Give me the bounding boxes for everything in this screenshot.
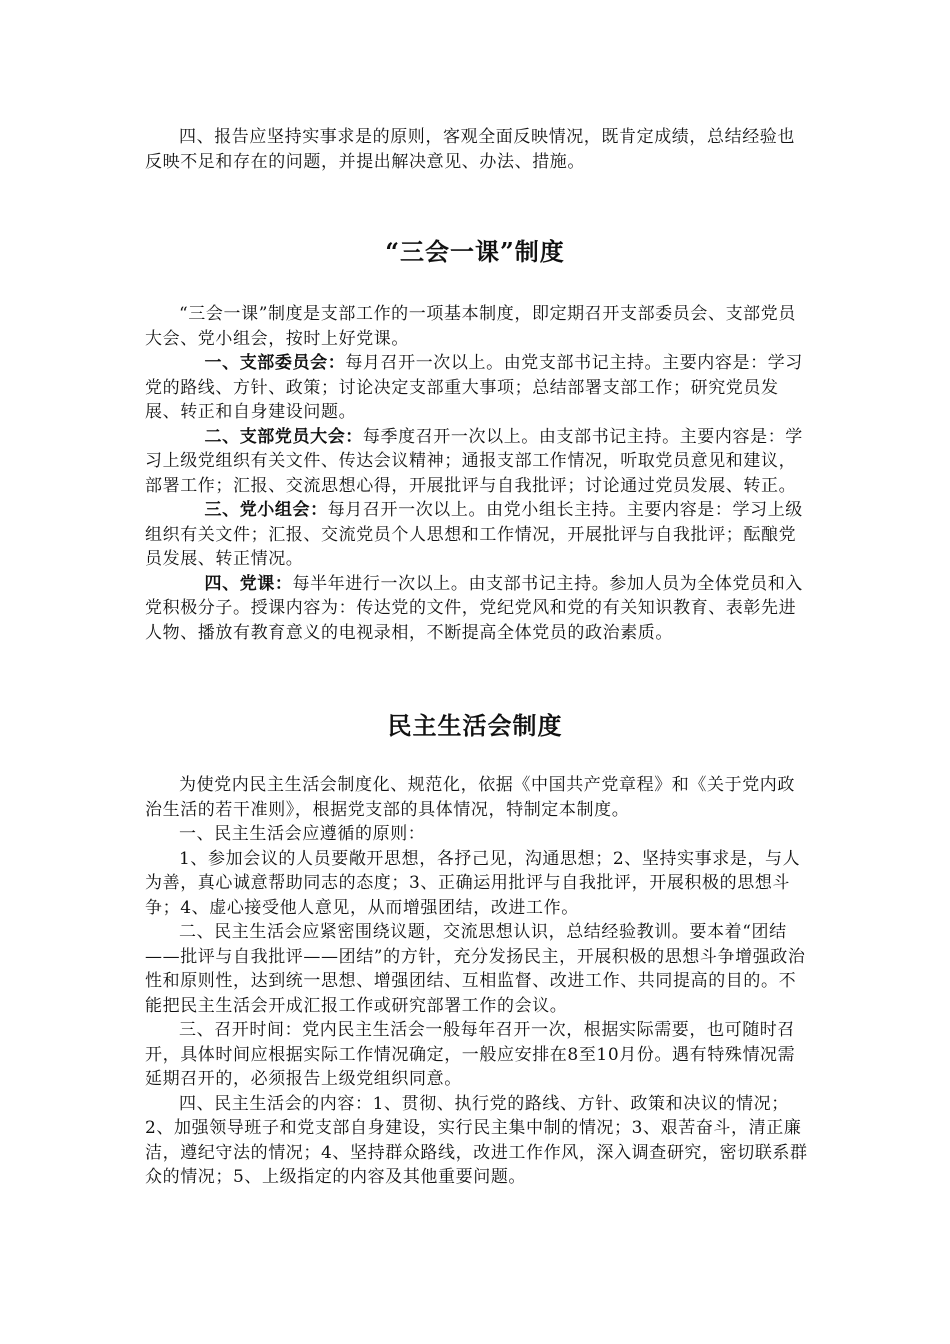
sanhui-title: “三会一课”制度 [385,237,565,266]
minzhu-principles-list: 1、参加会议的人员要敞开思想，各抒己见，沟通思想；2、坚持实事求是，与人为善，真心诚意帮助同志的态度；3、正确运用批评与自我批评，开展积极的思想斗争；4、虚心接受他人意见，从而增强团结，改进工作。 [145,848,801,918]
item-text: 每半年进行一次以上。由支部书记主持。参加人员为全体党员和入党积极分子。授课内容为：传达党的文件，党纪党风和党的有关知识教育、表彰先进人物、播放有教育意义的电视录相，不断提高全体党员的政治素质。 [145,573,803,643]
sanhui-item-party-lecture [145,572,810,646]
minzhu-intro: 为使党内民主生活会制度化、规范化，依据《中国共产党章程》和《关于党内政治生活的若干准则》，根据党支部的具体情况，特制定本制度。 [145,775,795,820]
sanhui-section [145,302,810,645]
item-lead: 二、支部党员大会： [204,426,363,447]
sanhui-item-group-meeting [145,498,810,572]
item-text: 每月召开一次以上。由党小组长主持。主要内容是：学习上级组织有关文件；汇报、交流党员个人思想和工作情况，开展批评与自我批评；酝酿党员发展、转正情况。 [145,500,803,569]
minzhu-time-paragraph: 三、召开时间：党内民主生活会一般每年召开一次，根据实际需要，也可随时召开，具体时间应根据实际工作情况确定，一般应安排在8至10月份。遇有特殊情况需延期召开的，必须报告上级党组织同意。 [145,1020,796,1089]
report-principle-paragraph: 四、报告应坚持实事求是的原则，客观全面反映情况，既肯定成绩，总结经验也反映不足和存在的问题，并提出解决意见、办法、措施。 [145,127,795,172]
item-text: 每季度召开一次以上。由支部书记主持。主要内容是：学习上级党组织有关文件、传达会议精神；通报支部工作情况，听取党员意见和建议，部署工作；汇报、交流思想心得，开展批评与自我批评；讨论通过党员发展、转正。 [145,426,803,496]
minzhu-content-paragraph: 四、民主生活会的内容：1、贯彻、执行党的路线、方针、政策和决议的情况；2、加强领导班子和党支部自身建设，实行民主集中制的情况；3、艰苦奋斗，清正廉洁，遵纪守法的情况；4、坚持群众路线，改进工作作风，深入调查研究，密切联系群众的情况；5、上级指定的内容及其他重要问题。 [145,1093,808,1187]
minzhu-section [145,773,810,1190]
item-text: 每月召开一次以上。由党支部书记主持。主要内容是：学习党的路线、方针、政策；讨论决定支部重大事项；总结部署支部工作；研究党员发展、转正和自身建设问题。 [145,353,803,422]
sanhui-intro: “三会一课”制度是支部工作的一项基本制度，即定期召开支部委员会、支部党员大会、党小组会，按时上好党课。 [145,304,796,349]
item-lead: 一、支部委员会： [204,353,346,373]
sanhui-item-committee [145,351,810,425]
minzhu-topic-paragraph: 二、民主生活会应紧密围绕议题，交流思想认识，总结经验教训。要本着“团结——批评与自我批评——团结”的方针，充分发扬民主，开展积极的思想斗争增强政治性和原则性，达到统一思想、增强团结、互相监督、改进工作、共同提高的目的。不能把民主生活会开成汇报工作或研究部署工作的会议。 [145,922,806,1016]
sanhui-item-general-meeting [145,425,810,499]
report-principle-section [145,125,810,174]
minzhu-principles-heading: 一、民主生活会应遵循的原则： [179,824,426,844]
item-lead: 四、党课： [204,573,293,594]
item-lead: 三、党小组会： [204,500,328,520]
minzhu-title: 民主生活会制度 [387,711,563,740]
